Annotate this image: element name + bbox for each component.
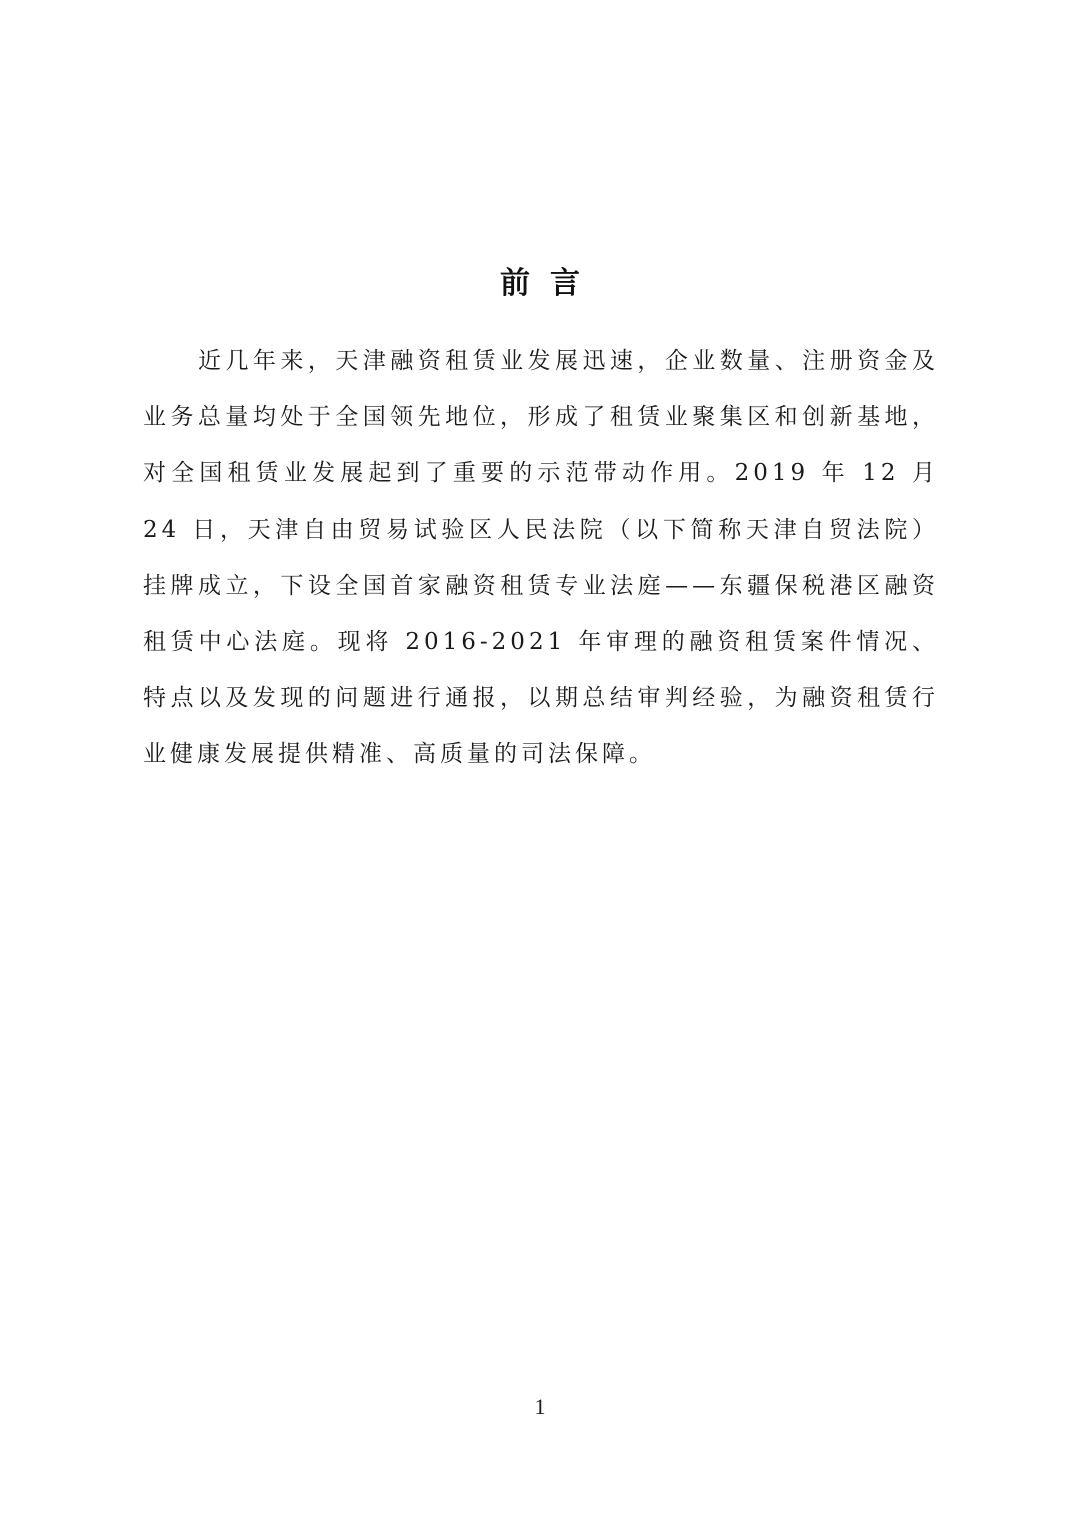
page-number: 1 (534, 1394, 546, 1419)
page-title: 前言 (500, 266, 600, 301)
preface-paragraph: 近几年来，天津融资租赁业发展迅速，企业数量、注册资金及业务总量均处于全国领先地位，形成了租赁业聚集区和创新基地，对全国租赁业发展起到了重要的示范带动作用。2019 年 12 月 24 日，天津自由贸易试验区人民法院（以下简称天津自贸法院）挂牌成立，下设全国首家融资租赁专业法庭——东疆保税港区融资租赁中心法庭。现将 2016-2021 年审理的融资租赁案件情况、特点以及发现的问题进行通报，以期总结审判经验，为融资租赁行业健康发展提供精准、高质量的司法保障。 (143, 348, 939, 768)
